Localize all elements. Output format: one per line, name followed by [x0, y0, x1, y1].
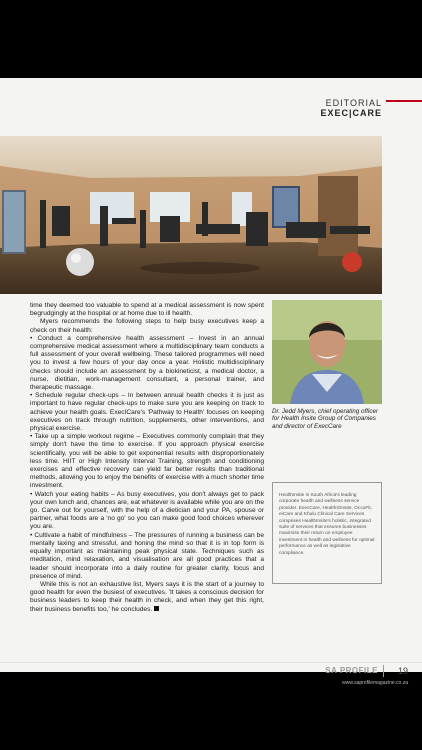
magazine-page — [0, 78, 422, 686]
photo-caption: Dr. Jedd Myers, chief operating officer for Health Insite Group of Companies and director of ExecCare — [272, 408, 379, 430]
end-of-article-mark — [154, 606, 159, 611]
article-paragraph: While this is not an exhaustive list, Myers says it is the start of a journey to good health for even the busiest of executives. 'It takes a conscious decision for business leaders to keep their health in check, and when they get this right, their business benefits too,' he concludes. — [30, 580, 264, 613]
publication-name: SA PROFILE — [325, 666, 378, 675]
section-header — [320, 98, 382, 118]
article-body — [30, 302, 264, 614]
website-url: www.saprofilemagazine.co.za — [342, 680, 408, 686]
accent-bar — [386, 100, 422, 102]
page-number: 19 — [397, 666, 408, 676]
brand-label: EXEC|CARE — [320, 108, 382, 118]
footer-rule — [0, 662, 422, 663]
bullet-paragraph: • Cultivate a habit of mindfulness – The pressures of running a business can be mentally taxing and stressful, and honing the mind so that it is in top form is equally important as maintaining peak physical state. Techniques such as meditation, mind relaxation, and visualisation are all good practices that a leader should incorporate into a daily routine for greater clarity, focus and presence of mind. — [30, 532, 264, 581]
bullet-paragraph: • Schedule regular check-ups – In between annual health checks it is just as important to have regular check-ups to make sure you are keeping on track to achieve your health goals. ExecICare's 'Pathway to Health' focuses on keeping executives on track through nutrition, supplements, other interventions, and physical exercise. — [30, 392, 264, 433]
bullet-paragraph: • Watch your eating habits – As busy executives, you don't always get to pack your own lunch and, chances are, eat whatever is available while you are on the go. Carve out for yourself, with the help of a dietician and your PA, spouse or partner, what foods are a 'no go' so you can make good food choices wherever you are. — [30, 491, 264, 532]
footer-separator — [383, 665, 384, 677]
bullet-paragraph: • Conduct a comprehensive health assessment – Invest in an annual comprehensive medical assessment where a multidisciplinary team conducts a full assessment of your overall wellbeing. These tailored programmes will need you to invest a few hours of your day once a year. Holistic multidisciplinary checks should include an assessment by a biokineticist, a medical doctor, a nurse, dietitian, work-management consultant, a personal trainer, and therapeutic massage. — [30, 335, 264, 392]
portrait-photo — [272, 300, 382, 404]
section-label: EDITORIAL — [325, 98, 382, 108]
company-info-box: HealthInsite is South Africa's leading corporate health and wellness service provider. ExecCare, HealthIOnsite, OccuFit, eiCare and Khulu Clinical Care Services comprises HealthInsite's holistic, integrated suite of services that ensures businesses maximise their return on employee investment in health and wellness for optimal performance as well as legislative compliance. — [272, 482, 382, 584]
article-paragraph: Myers recommends the following steps to help busy executives keep a check on their health: — [30, 318, 264, 334]
article-paragraph: time they deemed too valuable to spend at a medical assessment is now spent begrudgingly at the hospital or at home due to ill health. — [30, 302, 264, 318]
bullet-paragraph: • Take up a simple workout regime – Executives commonly complain that they simply don't have the time to exercise. If you approach physical exercise scientifically, you will be able to get exponential results with disproportionately less time. HIIT or High Intensity Interval Training, strength and conditioning exercises and effective recovery can yield far better results than traditional methods, allowing you to enjoy the benefits of exercise with a much shorter time investment. — [30, 433, 264, 490]
gym-photo — [0, 136, 382, 294]
